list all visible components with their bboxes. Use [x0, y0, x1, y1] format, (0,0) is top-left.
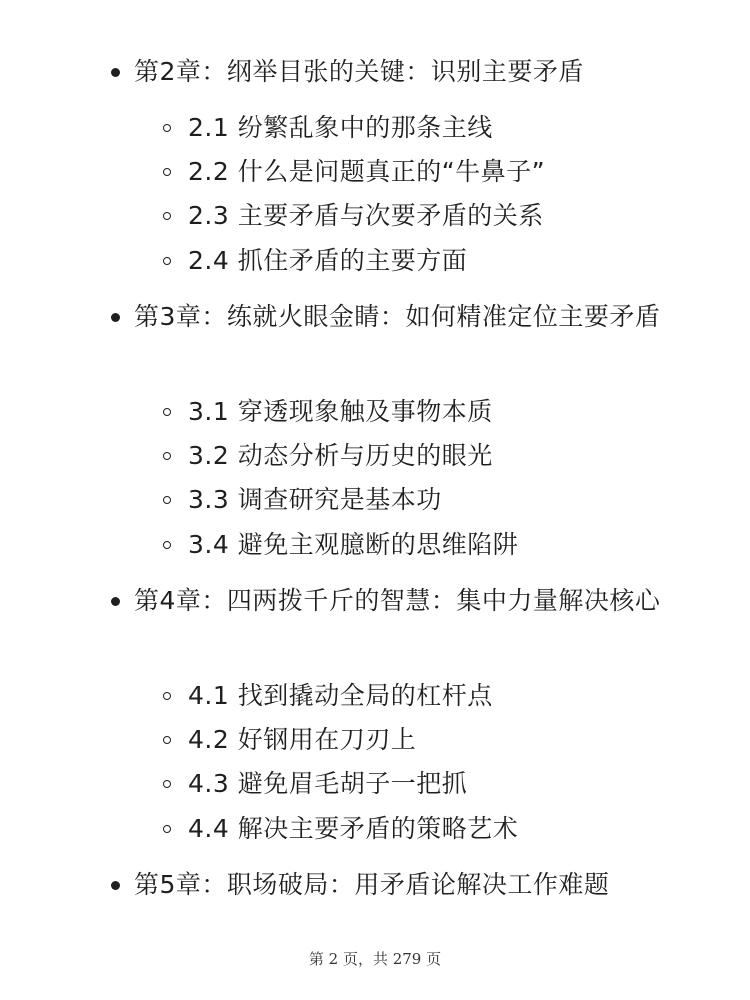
- page-indicator: 第 2 页，共 279 页: [308, 950, 442, 968]
- chapter-bullet-icon: [111, 597, 120, 606]
- chapter-title: 第4章：四两拨千斤的智慧：集中力量解决核心: [134, 586, 661, 615]
- chapter-bullet-icon: [111, 881, 120, 890]
- section-item: 3.1 穿透现象触及事物本质: [188, 397, 493, 426]
- chapter-title: 第5章：职场破局：用矛盾论解决工作难题: [134, 870, 610, 899]
- section-bullet-icon: [163, 124, 171, 132]
- section-item: 4.2 好钢用在刀刃上: [188, 725, 417, 754]
- section-bullet-icon: [163, 212, 171, 220]
- section-item: 2.2 什么是问题真正的“牛鼻子”: [188, 157, 546, 186]
- section-item: 2.4 抓住矛盾的主要方面: [188, 246, 468, 275]
- section-item: 4.1 找到撬动全局的杠杆点: [188, 681, 493, 710]
- section-bullet-icon: [163, 736, 171, 744]
- section-bullet-icon: [163, 541, 171, 549]
- chapter-bullet-icon: [111, 68, 120, 77]
- section-item: 3.3 调查研究是基本功: [188, 485, 442, 514]
- section-item: 2.1 纷繁乱象中的那条主线: [188, 113, 493, 142]
- section-item: 4.3 避免眉毛胡子一把抓: [188, 769, 468, 798]
- section-bullet-icon: [163, 257, 171, 265]
- section-bullet-icon: [163, 168, 171, 176]
- section-bullet-icon: [163, 825, 171, 833]
- section-bullet-icon: [163, 496, 171, 504]
- section-item: 3.2 动态分析与历史的眼光: [188, 441, 493, 470]
- section-item: 3.4 避免主观臆断的思维陷阱: [188, 530, 519, 559]
- chapter-bullet-icon: [111, 313, 120, 322]
- section-item: 2.3 主要矛盾与次要矛盾的关系: [188, 201, 544, 230]
- section-bullet-icon: [163, 692, 171, 700]
- chapter-title: 第3章：练就火眼金睛：如何精准定位主要矛盾: [134, 302, 661, 331]
- section-bullet-icon: [163, 408, 171, 416]
- section-item: 4.4 解决主要矛盾的策略艺术: [188, 814, 519, 843]
- section-bullet-icon: [163, 780, 171, 788]
- section-bullet-icon: [163, 452, 171, 460]
- chapter-title: 第2章：纲举目张的关键：识别主要矛盾: [134, 57, 584, 86]
